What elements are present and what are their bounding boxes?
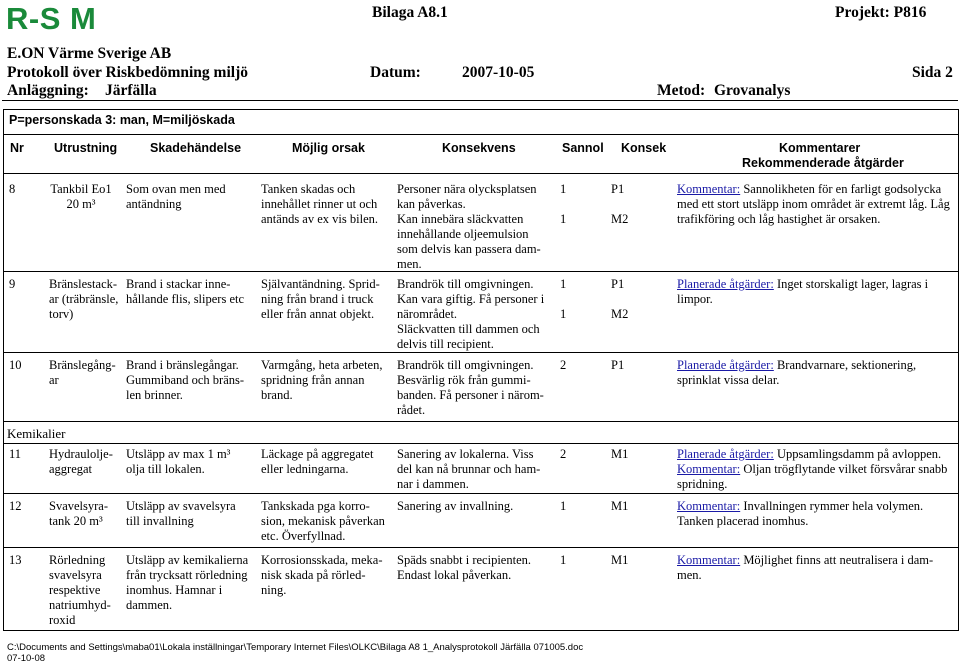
cell-sannol: 1 xyxy=(560,307,567,321)
cell-orsak-line: brand. xyxy=(261,388,293,402)
cell-konsekvens xyxy=(397,358,557,418)
cell-kommentar-line xyxy=(677,447,959,462)
cell-konsekvens xyxy=(397,277,557,352)
section-kemikalier: Kemikalier xyxy=(7,426,66,441)
footer-date: 07-10-08 xyxy=(7,653,46,664)
cell-kommentar-text: Möjlighet finns att neutralisera i dam- xyxy=(740,553,934,567)
cell-utrustning-line: tank 20 m³ xyxy=(49,514,103,528)
cell-orsak-line: etc. Överfyllnad. xyxy=(261,529,346,543)
cell-orsak-line: ning. xyxy=(261,583,287,597)
cell-orsak xyxy=(261,182,393,227)
cell-skadehandelse-line: Utsläpp av max 1 m³ xyxy=(126,447,231,461)
cell-kommentar-line xyxy=(677,568,959,583)
cell-konsek: M1 xyxy=(611,447,629,461)
cell-orsak-line: Tanken skadas och xyxy=(261,182,356,196)
cell-skadehandelse-line: inomhus. Hamnar i xyxy=(126,583,223,597)
cell-utrustning xyxy=(49,447,123,477)
col-nr: Nr xyxy=(10,141,24,155)
cell-kommentar-line xyxy=(677,292,959,307)
cell-kommentar xyxy=(677,499,959,529)
metod-value: Grovanalys xyxy=(714,82,791,99)
cell-nr xyxy=(9,358,39,373)
header-bottom-divider xyxy=(4,173,958,174)
cell-skadehandelse-line: antändning xyxy=(126,197,182,211)
cell-orsak xyxy=(261,277,393,322)
metod-label: Metod: xyxy=(657,82,706,99)
col-sannol: Sannol xyxy=(562,141,604,155)
cell-orsak-line: sion, mekanisk påverkan xyxy=(261,514,385,528)
cell-skadehandelse-line: hållande flis, slipers etc xyxy=(126,292,245,306)
cell-konsek: M1 xyxy=(611,553,629,567)
cell-konsekvens-line: Kan innebära släckvatten xyxy=(397,212,524,226)
cell-orsak xyxy=(261,447,393,477)
cell-konsekvens xyxy=(397,447,557,492)
cell-skadehandelse-line: Utsläpp av kemikalierna xyxy=(126,553,249,567)
cell-skadehandelse-line: Brand i bränslegångar. xyxy=(126,358,239,372)
cell-skadehandelse-line: Gummiband och bräns- xyxy=(126,373,245,387)
cell-kommentar-line xyxy=(677,553,959,568)
cell-sannol: 1 xyxy=(560,182,567,196)
cell-skadehandelse-line: Utsläpp av svavelsyra xyxy=(126,499,236,513)
cell-utrustning xyxy=(49,277,123,322)
cell-skadehandelse-line: olja till lokalen. xyxy=(126,462,205,476)
cell-konsekvens xyxy=(397,182,557,272)
cell-orsak-line: eller ledningarna. xyxy=(261,462,349,476)
cell-utrustning-line: respektive xyxy=(49,583,101,597)
cell-nr-line: 10 xyxy=(9,358,22,372)
cell-kommentar-text: Tanken placerad inomhus. xyxy=(677,514,809,528)
cell-orsak-line: spridning från annan xyxy=(261,373,365,387)
col-konsek: Konsek xyxy=(621,141,667,155)
row-divider xyxy=(4,352,958,353)
cell-kommentar-line xyxy=(677,197,959,212)
cell-nr xyxy=(9,499,39,514)
cell-skadehandelse xyxy=(126,277,256,307)
cell-nr xyxy=(9,447,39,462)
cell-konsek: M2 xyxy=(611,307,629,321)
row-divider xyxy=(4,271,958,272)
cell-konsekvens-line: banden. Få personer i närom- xyxy=(397,388,544,402)
cell-nr-line: 12 xyxy=(9,499,22,513)
cell-konsekvens-line: närområdet. xyxy=(397,307,458,321)
legend-text: P=personskada 3: man, M=miljöskada xyxy=(9,113,235,127)
cell-kommentar-label: Planerade åtgärder: xyxy=(677,447,774,461)
row-divider xyxy=(4,443,958,444)
cell-konsekvens-line: Brandrök till omgivningen. xyxy=(397,277,534,291)
cell-kommentar-line xyxy=(677,277,959,292)
col-kommentarer: Kommentarer xyxy=(779,141,861,155)
anlaggning-value: Järfälla xyxy=(105,82,157,99)
cell-nr xyxy=(9,182,39,197)
cell-kommentar-label: Kommentar: xyxy=(677,553,741,567)
cell-konsekvens-line: delvis till recipient. xyxy=(397,337,494,351)
cell-utrustning-line: ar (träbränsle, xyxy=(49,292,119,306)
cell-konsek: P1 xyxy=(611,277,625,291)
cell-konsekvens-line: Sanering av lokalerna. Viss xyxy=(397,447,534,461)
cell-konsek: P1 xyxy=(611,358,625,372)
cell-kommentar-text: Uppsamlingsdamm på avloppen. xyxy=(773,447,942,461)
cell-kommentar-label: Kommentar: xyxy=(677,499,741,513)
cell-skadehandelse-line: Som ovan men med xyxy=(126,182,226,196)
cell-utrustning xyxy=(49,553,123,628)
cell-nr-line: 13 xyxy=(9,553,22,567)
cell-kommentar-line xyxy=(677,212,959,227)
cell-nr-line: 8 xyxy=(9,182,16,196)
cell-orsak-line: Varmgång, heta arbeten, xyxy=(261,358,383,372)
section-divider xyxy=(4,421,958,422)
cell-skadehandelse-line: dammen. xyxy=(126,598,173,612)
cell-utrustning-line: 20 m³ xyxy=(66,197,96,211)
cell-konsekvens-line: Personer nära olycksplatsen xyxy=(397,182,537,196)
cell-skadehandelse-line: till invallning xyxy=(126,514,194,528)
col-rekommenderade: Rekommenderade åtgärder xyxy=(742,156,904,170)
cell-utrustning xyxy=(49,499,123,529)
cell-kommentar-label: Planerade åtgärder: xyxy=(677,277,774,291)
cell-kommentar-label: Kommentar: xyxy=(677,182,741,196)
cell-kommentar-line xyxy=(677,499,959,514)
col-skadehandelse: Skadehändelse xyxy=(150,141,242,155)
cell-orsak-line: innehållet rinner ut och xyxy=(261,197,378,211)
cell-utrustning xyxy=(49,358,123,388)
page-number: Sida 2 xyxy=(912,64,953,81)
cell-utrustning-line: natriumhyd- xyxy=(49,598,111,612)
cell-sannol: 1 xyxy=(560,277,567,291)
header-divider xyxy=(2,100,958,101)
cell-utrustning-line: torv) xyxy=(49,307,74,321)
bilaga-label: Bilaga A8.1 xyxy=(372,4,448,21)
cell-utrustning-line: Bränslestack- xyxy=(49,277,118,291)
cell-nr xyxy=(9,553,39,568)
cell-orsak-line: Självantändning. Sprid- xyxy=(261,277,380,291)
anlaggning-label: Anläggning: xyxy=(7,82,89,99)
cell-skadehandelse-line: Brand i stackar inne- xyxy=(126,277,231,291)
row-divider xyxy=(4,547,958,548)
cell-skadehandelse xyxy=(126,358,256,403)
cell-konsekvens xyxy=(397,553,557,583)
cell-konsekvens-line: kan påverkas. xyxy=(397,197,466,211)
cell-skadehandelse-line: från trycksatt rörledning xyxy=(126,568,248,582)
cell-sannol: 2 xyxy=(560,447,567,461)
cell-utrustning-line: aggregat xyxy=(49,462,93,476)
cell-kommentar-line xyxy=(677,514,959,529)
cell-utrustning xyxy=(49,182,113,212)
cell-orsak xyxy=(261,499,393,544)
cell-skadehandelse xyxy=(126,447,256,477)
cell-konsekvens-line: Späds snabbt i recipienten. xyxy=(397,553,531,567)
cell-kommentar-text: sprinklat vissa delar. xyxy=(677,373,780,387)
cell-kommentar xyxy=(677,447,959,462)
legend-divider xyxy=(4,134,958,135)
cell-kommentar-2-text: Oljan trögflytande vilket försvårar snabb xyxy=(740,462,948,476)
cell-orsak xyxy=(261,358,393,403)
cell-kommentar-text: Brandvarnare, sektionering, xyxy=(773,358,917,372)
cell-kommentar-text: Sannolikheten för en farligt godsolycka xyxy=(740,182,942,196)
projekt-label: Projekt: P816 xyxy=(835,4,927,21)
cell-konsekvens-line: Sanering av invallning. xyxy=(397,499,514,513)
cell-konsek: M1 xyxy=(611,499,629,513)
row-divider xyxy=(4,493,958,494)
cell-orsak-line: ning från brand i truck xyxy=(261,292,374,306)
cell-skadehandelse-line: len brinner. xyxy=(126,388,183,402)
cell-konsekvens-line: som delvis kan passera dam- xyxy=(397,242,541,256)
cell-kommentar xyxy=(677,277,959,307)
cell-orsak-line: antänds av ex vis bilen. xyxy=(261,212,378,226)
cell-skadehandelse xyxy=(126,553,256,613)
cell-orsak-line: Korrosionsskada, meka- xyxy=(261,553,383,567)
cell-orsak xyxy=(261,553,393,598)
cell-kommentar xyxy=(677,553,959,583)
cell-nr-line: 11 xyxy=(9,447,22,461)
cell-kommentar xyxy=(677,358,959,388)
cell-kommentar-text: Inget storskaligt lager, lagras i xyxy=(773,277,929,291)
cell-skadehandelse xyxy=(126,182,256,212)
cell-kommentar-2-text: spridning. xyxy=(677,477,728,491)
col-konsekvens: Konsekvens xyxy=(442,141,516,155)
datum-value: 2007-10-05 xyxy=(462,64,535,81)
cell-kommentar-2 xyxy=(677,462,959,492)
risk-table xyxy=(3,109,959,631)
cell-kommentar-text: men. xyxy=(677,568,702,582)
col-utrustning: Utrustning xyxy=(54,141,118,155)
company-name: E.ON Värme Sverige AB xyxy=(7,45,172,62)
cell-konsekvens-line: Släckvatten till dammen och xyxy=(397,322,540,336)
cell-konsekvens-line: Besvärlig rök från gummi- xyxy=(397,373,531,387)
cell-kommentar-text: limpor. xyxy=(677,292,713,306)
cell-sannol: 1 xyxy=(560,553,567,567)
cell-orsak-line: Läckage på aggregatet xyxy=(261,447,374,461)
cell-kommentar-2-label: Kommentar: xyxy=(677,462,741,476)
cell-konsekvens-line: men. xyxy=(397,257,422,271)
cell-konsekvens-line: Endast lokal påverkan. xyxy=(397,568,512,582)
logo: R-S M xyxy=(6,1,97,36)
cell-konsekvens-line: innehållande oljeemulsion xyxy=(397,227,529,241)
cell-skadehandelse xyxy=(126,499,256,529)
cell-kommentar-label: Planerade åtgärder: xyxy=(677,358,774,372)
footer-path: C:\Documents and Settings\maba01\Lokala inställningar\Temporary Internet Files\OLKC\Bilaga A8 1_Analysprotokoll Järfälla 071005.doc xyxy=(7,642,584,653)
cell-utrustning-line: roxid xyxy=(49,613,76,627)
cell-kommentar-line xyxy=(677,182,959,197)
cell-utrustning-line: ar xyxy=(49,373,59,387)
cell-utrustning-line: Bränslegång- xyxy=(49,358,116,372)
cell-konsekvens-line: nar i dammen. xyxy=(397,477,469,491)
cell-nr-line: 9 xyxy=(9,277,16,291)
cell-kommentar-2-line xyxy=(677,462,959,477)
cell-konsekvens-line: Brandrök till omgivningen. xyxy=(397,358,534,372)
cell-utrustning-line: Rörledning xyxy=(49,553,106,567)
cell-kommentar-2-line xyxy=(677,477,959,492)
cell-utrustning-line: Hydraulolje- xyxy=(49,447,113,461)
cell-konsekvens xyxy=(397,499,557,514)
cell-kommentar-text: med ett stort utsläpp inom området är extremt låg. Låg xyxy=(677,197,950,211)
cell-utrustning-line: Svavelsyra- xyxy=(49,499,109,513)
protocol-title: Protokoll över Riskbedömning miljö xyxy=(7,64,248,81)
col-mojlig-orsak: Möjlig orsak xyxy=(292,141,365,155)
cell-nr xyxy=(9,277,39,292)
cell-kommentar-text: Invallningen rymmer hela volymen. xyxy=(740,499,924,513)
cell-utrustning-line: Tankbil Eo1 xyxy=(50,182,112,196)
cell-konsek: M2 xyxy=(611,212,629,226)
cell-orsak-line: Tankskada pga korro- xyxy=(261,499,370,513)
cell-kommentar-line xyxy=(677,373,959,388)
cell-kommentar xyxy=(677,182,959,227)
datum-label: Datum: xyxy=(370,64,421,81)
cell-kommentar-line xyxy=(677,358,959,373)
cell-utrustning-line: svavelsyra xyxy=(49,568,102,582)
cell-konsekvens-line: rådet. xyxy=(397,403,426,417)
cell-kommentar-text: trafikföring och låg hastighet är orsaken. xyxy=(677,212,881,226)
cell-konsek: P1 xyxy=(611,182,625,196)
cell-sannol: 2 xyxy=(560,358,567,372)
cell-sannol: 1 xyxy=(560,212,567,226)
cell-konsekvens-line: Kan vara giftig. Få personer i xyxy=(397,292,545,306)
cell-sannol: 1 xyxy=(560,499,567,513)
cell-orsak-line: eller från annat objekt. xyxy=(261,307,375,321)
cell-orsak-line: nisk skada på rörled- xyxy=(261,568,366,582)
cell-konsekvens-line: del kan nå brunnar och ham- xyxy=(397,462,541,476)
